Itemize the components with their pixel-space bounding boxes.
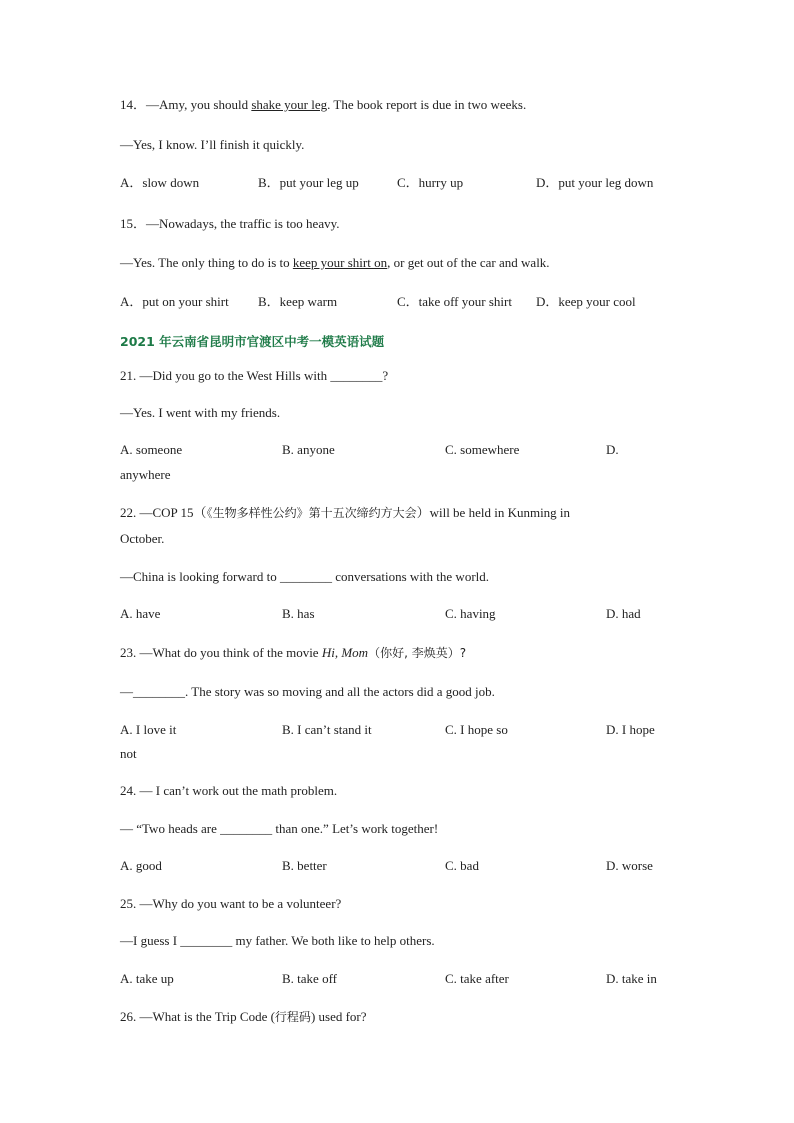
q26-stem-pre: 26. —What is the Trip Code ( xyxy=(120,1009,275,1024)
q15-reply xyxy=(120,254,550,272)
q21-option-d-wrap: anywhere xyxy=(120,467,171,482)
q25-option-c: C. take after xyxy=(445,971,509,986)
q23-option-d: D. I hope xyxy=(606,722,655,737)
q15-reply-pre: —Yes. The only thing to do is to xyxy=(120,255,293,270)
q14-underlined-phrase: shake your leg xyxy=(251,97,328,112)
q23-stem-chinese: （你好, 李焕英）? xyxy=(368,646,467,660)
q24-option-d: D. worse xyxy=(606,858,653,873)
q22-reply: —China is looking forward to ________ conversations with the world. xyxy=(120,569,490,584)
q24-reply: — “Two heads are ________ than one.” Let’s work together! xyxy=(120,821,439,836)
q24-option-c: C. bad xyxy=(445,858,479,873)
q26-stem-post: ) used for? xyxy=(310,1009,367,1024)
q22-stem-post: ）will be held in Kunming in xyxy=(416,505,571,520)
q14-stem-post: . The book report is due in two weeks. xyxy=(327,97,527,112)
section-heading: 2021 年云南省昆明市官渡区中考一模英语试题 xyxy=(120,334,385,349)
q14-option-d: D．put your leg down xyxy=(536,175,654,190)
q22-stem-chinese: 《生物多样性公约》第十五次缔约方大会 xyxy=(206,506,417,520)
q21-stem: 21. —Did you go to the West Hills with ________? xyxy=(120,368,389,383)
q15-option-c: C．take off your shirt xyxy=(397,294,512,309)
q24-option-a: A. good xyxy=(120,858,162,873)
q24-stem: 24. — I can’t work out the math problem. xyxy=(120,783,338,798)
q25-stem: 25. —Why do you want to be a volunteer? xyxy=(120,896,342,911)
q22-option-d: D. had xyxy=(606,606,641,621)
q25-option-d: D. take in xyxy=(606,971,657,986)
q23-stem-pre: 23. —What do you think of the movie xyxy=(120,645,322,660)
q14-option-a: A．slow down xyxy=(120,175,200,190)
q23-stem xyxy=(120,644,466,662)
q15-option-d: D．keep your cool xyxy=(536,294,636,309)
q15-option-b: B．keep warm xyxy=(258,294,338,309)
q14-option-b: B．put your leg up xyxy=(258,175,359,190)
q26-stem xyxy=(120,1008,367,1026)
q25-option-b: B. take off xyxy=(282,971,337,986)
q23-reply: —________. The story was so moving and all the actors did a good job. xyxy=(120,684,495,699)
q21-reply: —Yes. I went with my friends. xyxy=(120,405,281,420)
q15-stem: 15．—Nowadays, the traffic is too heavy. xyxy=(120,216,340,231)
q21-option-c: C. somewhere xyxy=(445,442,520,457)
q15-reply-post: , or get out of the car and walk. xyxy=(387,255,550,270)
q22-stem-pre: 22. —COP 15（ xyxy=(120,505,207,520)
q22-stem-line2: October. xyxy=(120,531,165,546)
q14-stem xyxy=(120,96,526,114)
q22-option-a: A. have xyxy=(120,606,161,621)
q24-option-b: B. better xyxy=(282,858,327,873)
q23-option-a: A. I love it xyxy=(120,722,177,737)
q14-reply: —Yes, I know. I’ll finish it quickly. xyxy=(120,137,305,152)
q15-underlined-phrase: keep your shirt on xyxy=(292,255,388,270)
q22-option-c: C. having xyxy=(445,606,496,621)
q23-option-b: B. I can’t stand it xyxy=(282,722,372,737)
q15-option-a: A．put on your shirt xyxy=(120,294,229,309)
q22-option-b: B. has xyxy=(282,606,315,621)
q21-option-d: D. xyxy=(606,442,619,457)
q23-option-d-wrap: not xyxy=(120,746,137,761)
q14-option-c: C．hurry up xyxy=(397,175,464,190)
q21-option-b: B. anyone xyxy=(282,442,335,457)
q25-reply: —I guess I ________ my father. We both like to help others. xyxy=(120,933,435,948)
q23-option-c: C. I hope so xyxy=(445,722,508,737)
q22-stem xyxy=(120,504,570,522)
q26-stem-chinese: 行程码 xyxy=(274,1010,311,1024)
q14-stem-pre: 14．—Amy, you should xyxy=(120,97,252,112)
q25-option-a: A. take up xyxy=(120,971,174,986)
q21-option-a: A. someone xyxy=(120,442,183,457)
q23-movie-title: Hi, Mom xyxy=(321,645,369,660)
